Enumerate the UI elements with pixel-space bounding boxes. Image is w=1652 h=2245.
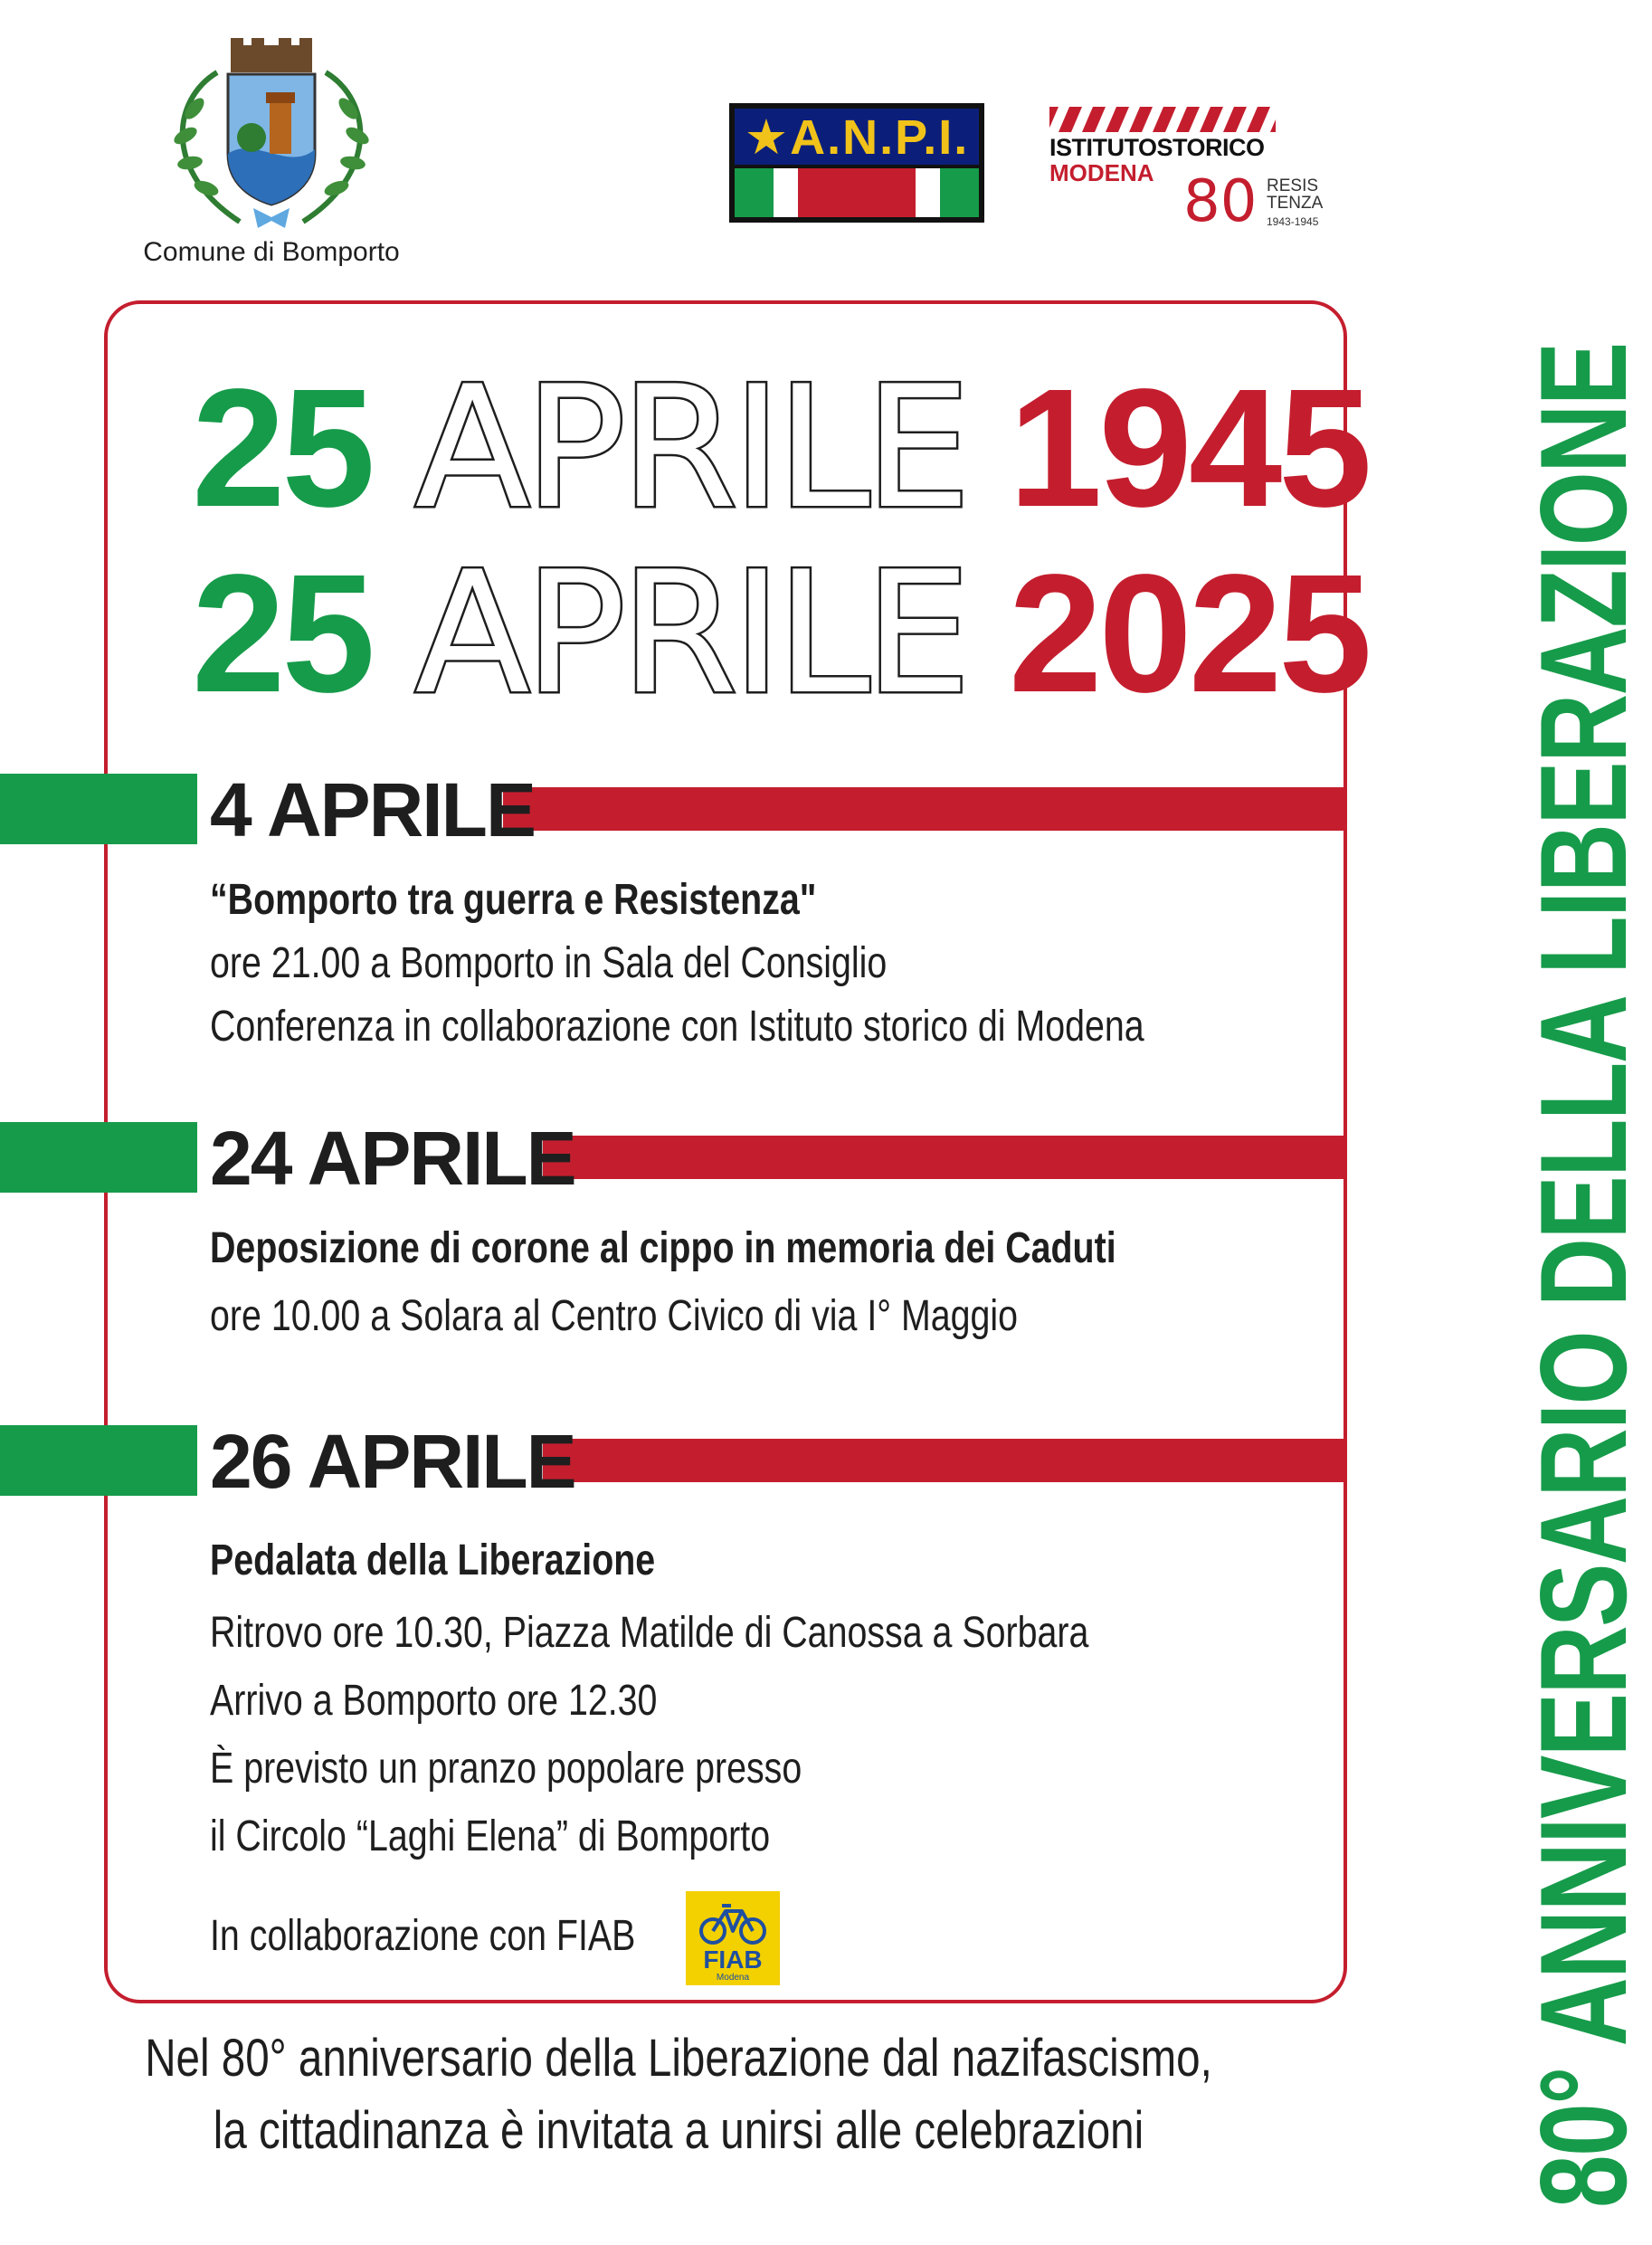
headline-1945 — [192, 349, 1369, 546]
anpi-flag-stripes — [735, 168, 979, 217]
event-detail: il Circolo “Laghi Elena” di Bomporto — [210, 1812, 771, 1860]
headline-day: 25 — [192, 355, 372, 542]
event-detail: Arrivo a Bomporto ore 12.30 — [210, 1677, 658, 1725]
headline-month: APRILE — [414, 349, 966, 546]
fiab-logo — [686, 1891, 780, 1985]
event-detail: In collaborazione con FIAB — [210, 1912, 636, 1960]
fiab-label: FIAB — [703, 1945, 763, 1974]
vertical-title-text: 80° ANNIVERSARIO DELLA LIBERAZIONE — [1514, 343, 1652, 2208]
anpi-text: ★A.N.P.I. — [744, 109, 970, 165]
event-detail: È previsto un pranzo popolare presso — [210, 1745, 802, 1793]
event-date: 24 APRILE — [210, 1116, 575, 1201]
vertical-title — [1515, 0, 1651, 2208]
section-bar-green — [0, 1425, 197, 1496]
fiab-sub: Modena — [716, 1973, 750, 1983]
footer-line-2: la cittadinanza è invitata a unirsi alle celebrazioni — [213, 2101, 1144, 2160]
anpi-banner — [735, 109, 979, 165]
headline-day: 25 — [192, 540, 372, 728]
event-detail: Conferenza in collaborazione con Istituto storico di Modena — [210, 1003, 1144, 1051]
event-date: 4 APRILE — [210, 767, 535, 852]
event-detail: ore 10.00 a Solara al Centro Civico di via I° Maggio — [210, 1292, 1019, 1340]
headline-2025 — [192, 535, 1369, 731]
headline-year: 2025 — [1008, 540, 1369, 728]
comune-logo — [136, 36, 407, 281]
comune-crest-icon — [154, 36, 389, 231]
event-detail: Ritrovo ore 10.30, Piazza Matilde di Canossa a Sorbara — [210, 1609, 1089, 1657]
badge-number: 80 — [1183, 168, 1258, 235]
footer-line-1: Nel 80° anniversario della Liberazione dal nazifascismo, — [145, 2029, 1212, 2088]
badge-years: 1943-1945 — [1267, 215, 1319, 228]
event-detail: ore 21.00 a Bomporto in Sala del Consiglio — [210, 939, 888, 987]
istituto-name: ISTITUTOSTORICO — [1049, 134, 1265, 161]
headline-month: APRILE — [414, 535, 966, 731]
section-bar-red — [543, 1439, 1347, 1482]
istituto-city: MODENA — [1049, 159, 1154, 186]
bicycle-icon — [698, 1898, 767, 1947]
event-title: “Bomporto tra guerra e Resistenza" — [210, 876, 817, 924]
comune-caption: Comune di Bomporto — [143, 237, 400, 267]
resistenza-80-badge — [1183, 170, 1337, 243]
section-bar-green — [0, 1122, 197, 1193]
istituto-stripes-icon — [1049, 107, 1276, 132]
section-bar-red — [503, 787, 1347, 831]
istituto-storico-logo — [1049, 107, 1324, 243]
section-bar-green — [0, 774, 197, 844]
event-date: 26 APRILE — [210, 1419, 575, 1504]
event-title: Pedalata della Liberazione — [210, 1536, 656, 1584]
event-title: Deposizione di corone al cippo in memoria dei Caduti — [210, 1224, 1116, 1272]
section-bar-red — [543, 1136, 1347, 1179]
anpi-logo — [729, 103, 984, 223]
headline-year: 1945 — [1008, 355, 1369, 542]
badge-text: RESIS TENZA — [1267, 176, 1324, 213]
